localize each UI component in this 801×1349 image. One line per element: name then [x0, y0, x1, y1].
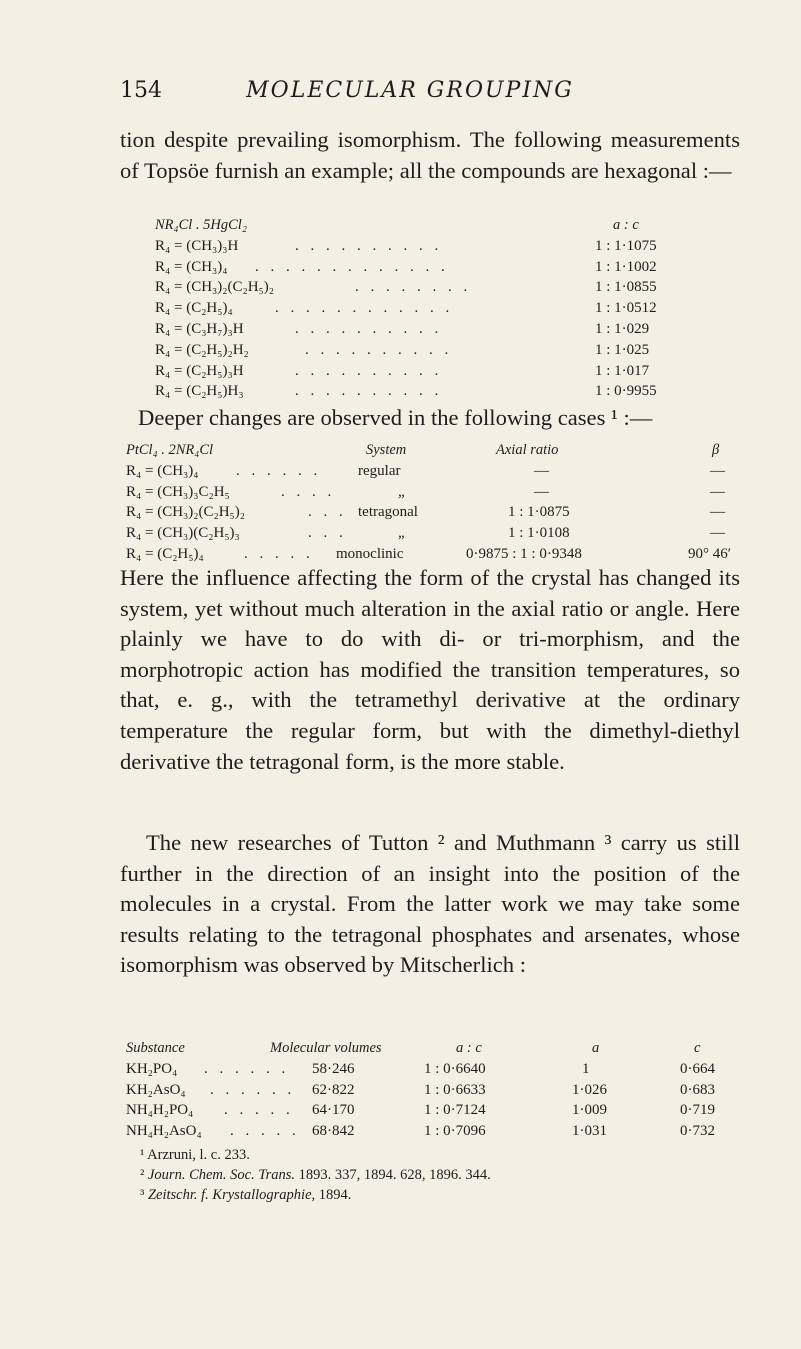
table2-head-beta: β — [712, 442, 720, 458]
table-row: R₄ = (CH₃)₂(C₂H₅)₂ . . . . . . . . 1 : 1·0855 — [155, 279, 657, 296]
table-row: R₄ = (CH₃)₄ . . . . . . . . . . . . . 1 : 1·1002 — [155, 258, 657, 275]
table-ptcl4-nr4cl — [126, 440, 746, 565]
table3-head-a: a — [592, 1040, 600, 1056]
paragraph-new-researches: The new researches of Tutton ² and Muthmann ³ carry us still further in the direction of an insight into the position of the molecules in a crystal. From the latter work we may take some results relating to the tetragonal phosphates and arsenates, whose isomorphism was observed by Mitscherlich : — [120, 830, 740, 978]
table-row: R₄ = (C₂H₅)H₃ . . . . . . . . . . 1 : 0·9955 — [155, 383, 657, 400]
footnote-1: ¹ Arzruni, l. c. 233. — [140, 1147, 250, 1163]
table-row: R₄ = (C₃H₇)₃H . . . . . . . . . . 1 : 1·029 — [155, 320, 650, 337]
table-row: R₄ = (C₂H₅)₂H₂ . . . . . . . . . . 1 : 1·025 — [155, 341, 650, 358]
paragraph-deeper-changes: Deeper changes are observed in the following cases ¹ :— — [138, 405, 653, 430]
table-row: R₄ = (CH₃)₃H . . . . . . . . . . 1 : 1·1075 — [155, 237, 657, 254]
table-row: NH₄H₂AsO₄ . . . . . 68·842 1 : 0·7096 1·031 0·732 — [126, 1123, 715, 1140]
page-header — [120, 78, 700, 108]
table3-head-c: c — [694, 1040, 701, 1056]
table-row: R₄ = (CH₃)(C₂H₅)₃ . . . „ 1 : 1·0108 — — [126, 525, 725, 542]
footnote-3: ³ Zeitschr. f. Krystallographie, 1894. — [140, 1187, 352, 1203]
table-row: R₄ = (C₂H₅)₃H . . . . . . . . . . 1 : 1·017 — [155, 362, 650, 379]
table-row: KH₂AsO₄ . . . . . . 62·822 1 : 0·6633 1·026 0·683 — [126, 1081, 715, 1098]
table-row: R₄ = (C₂H₅)₄ . . . . . monoclinic 0·9875 : 1 : 0·9348 90° 46′ — [126, 545, 732, 562]
table2-head-ratio: Axial ratio — [496, 442, 559, 458]
paragraph-influence: Here the influence affecting the form of the crystal has changed its system, yet without much alteration in the axial ratio or angle. Here plainly we have to do with di- or tri-morphism, and the morphotropic action has modified the transition temperatures, so that, e. g., with the tetramethyl derivative at the ordinary temperature the regular form, but with the dimethyl-diethyl derivative the tetragonal form, is the more stable. — [120, 565, 740, 774]
table-row: NH₄H₂PO₄ . . . . . 64·170 1 : 0·7124 1·009 0·719 — [126, 1102, 715, 1119]
table2-head-system: System — [366, 442, 407, 458]
table1-head-right: a : c — [613, 217, 639, 233]
table3-head-ratio: a : c — [456, 1040, 482, 1056]
table3-head-substance: Substance — [126, 1040, 185, 1056]
table-row: R₄ = (CH₃)₄ . . . . . . regular — — — [126, 462, 725, 479]
table-phosphates-arsenates — [126, 1038, 746, 1142]
table2-head-formula: PtCl₄ . 2NR₄Cl — [126, 442, 214, 458]
table-row: R₄ = (CH₃)₂(C₂H₅)₂ . . . tetragonal 1 : 1·0875 — — [126, 504, 725, 521]
running-title: MOLECULAR GROUPING — [246, 78, 574, 103]
table-row: R₄ = (CH₃)₃C₂H₅ . . . . „ — — — [126, 483, 725, 500]
table-row: KH₂PO₄ . . . . . . 58·246 1 : 0·6640 1 0·664 — [126, 1060, 715, 1077]
paragraph-intro: tion despite prevailing isomorphism. The following measurements of Topsöe furnish an example; all the compounds are hexagonal :— — [120, 127, 740, 183]
table-row: R₄ = (C₂H₅)₄ . . . . . . . . . . . . 1 : 1·0512 — [155, 300, 657, 317]
table3-head-volume: Molecular volumes — [270, 1040, 382, 1056]
page-number: 154 — [120, 78, 162, 103]
table-nr4cl-hgcl2 — [155, 215, 715, 402]
footnote-2: ² Journ. Chem. Soc. Trans. 1893. 337, 1894. 628, 1896. 344. — [140, 1167, 491, 1183]
table1-head-left: NR₄Cl . 5HgCl₂ — [155, 217, 247, 233]
